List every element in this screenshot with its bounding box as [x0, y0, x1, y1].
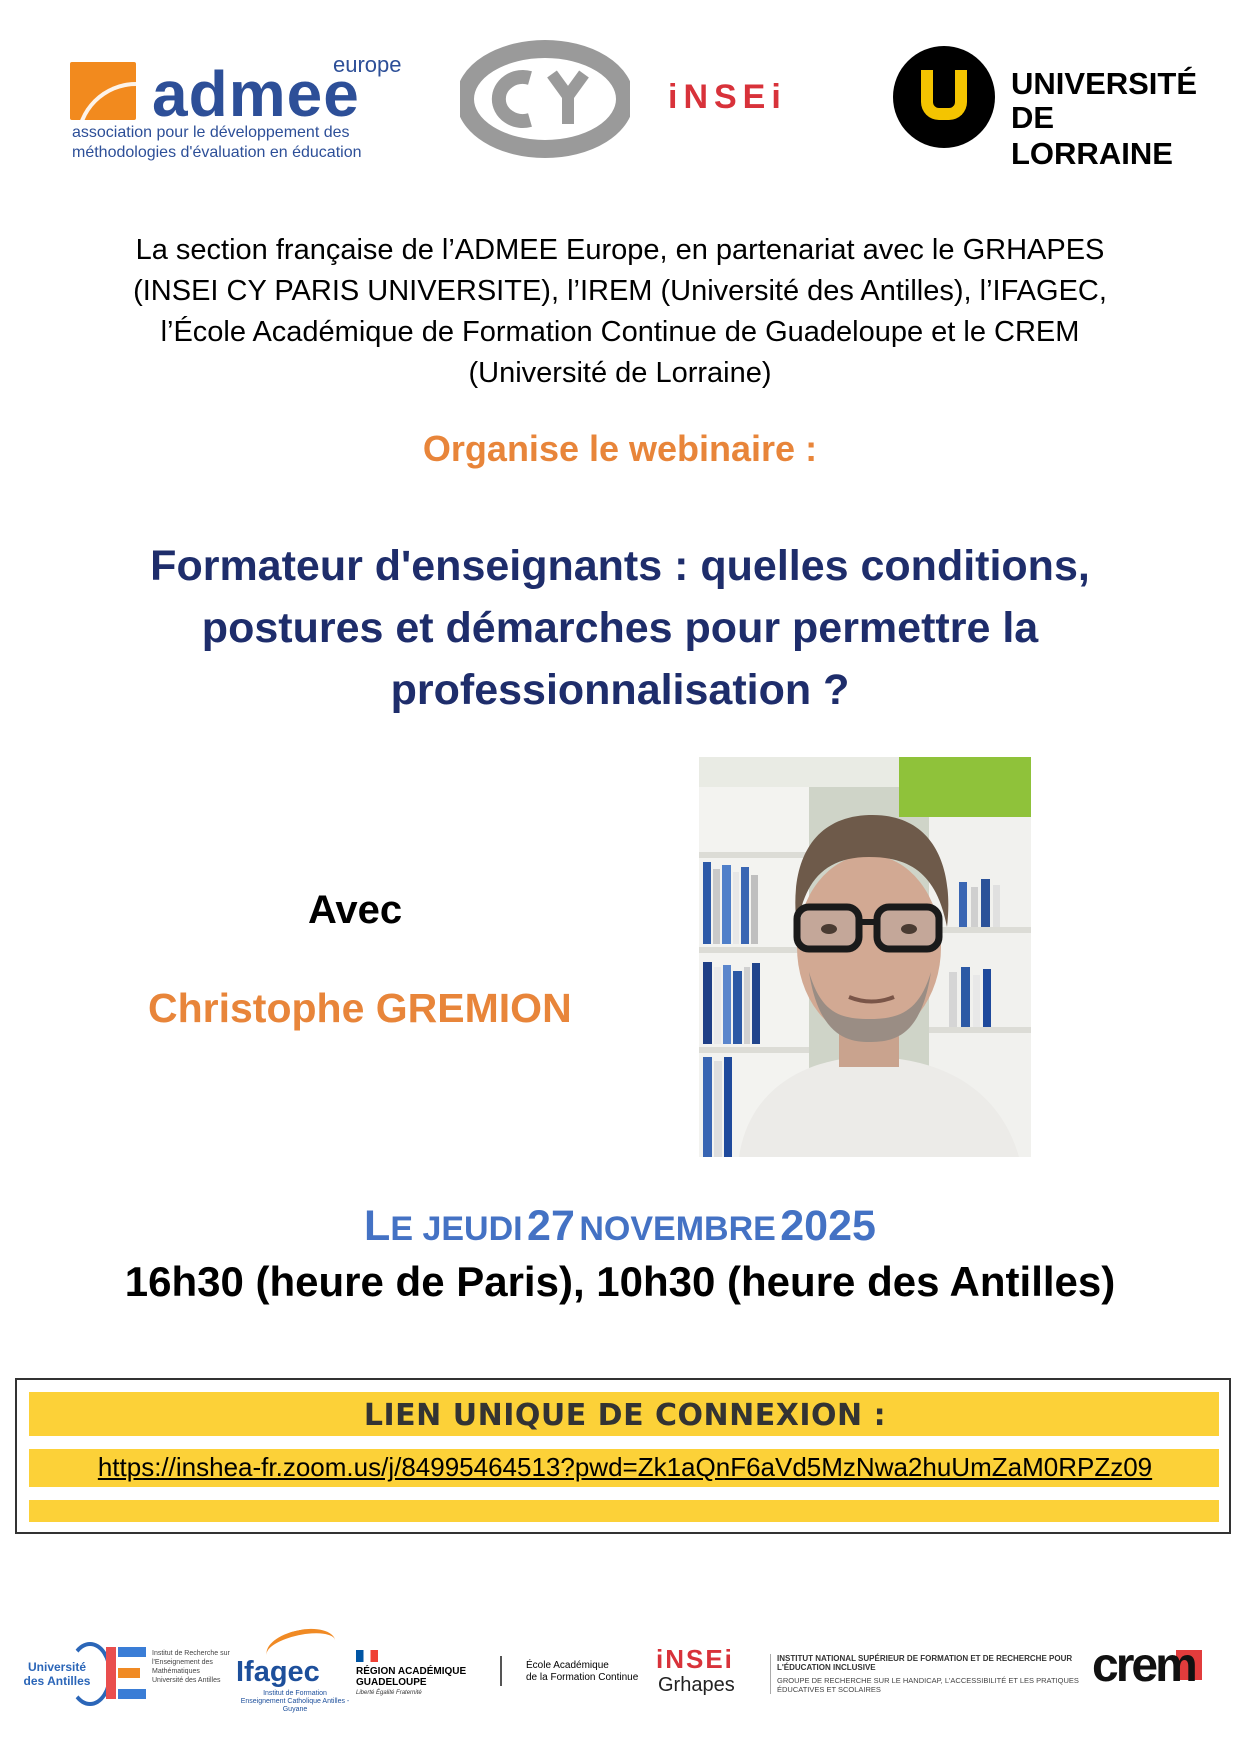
irem-mark-icon: [106, 1647, 146, 1699]
intro-paragraph: [40, 230, 1200, 394]
intro-line: (Université de Lorraine): [468, 357, 772, 389]
universite-lorraine-logo: [893, 46, 1203, 171]
event-time: 16h30 (heure de Paris), 10h30 (heure des Antilles): [124, 1258, 1116, 1305]
region-line1: RÉGION ACADÉMIQUE: [356, 1666, 467, 1677]
date-weekday: E JEUDI: [390, 1210, 523, 1248]
speaker-name: Christophe GREMION: [148, 985, 572, 1031]
footer-divider: [500, 1656, 502, 1686]
admee-europe-label: europe: [333, 52, 402, 77]
insei-grhapes-logo: [656, 1644, 748, 1704]
ua-line2: des Antilles: [23, 1674, 91, 1688]
irem-text: Institut de Recherche sur l'Enseignement des Mathématiques Université des Antilles: [152, 1650, 230, 1684]
crem-logo: [1092, 1639, 1222, 1706]
inshea-logo: [770, 1654, 1097, 1694]
ifagec-name: Ifagec: [236, 1656, 320, 1688]
ul-line1: UNIVERSITÉ: [1011, 66, 1198, 101]
insei-line1: iNSEi: [656, 1644, 734, 1674]
title-line: Formateur d'enseignants : quelles conditions,: [150, 542, 1090, 590]
ua-line1: Université: [27, 1660, 87, 1674]
insei-line2: Grhapes: [658, 1674, 735, 1696]
cy-logo-icon: [460, 40, 630, 158]
admee-name: admee: [152, 58, 360, 130]
date-month: NOVEMBRE: [579, 1210, 776, 1248]
eafc-logo: [526, 1660, 638, 1684]
region-academique-logo: [356, 1650, 486, 1706]
highlight-bar: [29, 1500, 1219, 1522]
marianne-flag-icon: [356, 1650, 378, 1662]
intro-line: La section française de l’ADMEE Europe, en partenariat avec le GRHAPES: [135, 234, 1105, 266]
inshea-line2: GROUPE DE RECHERCHE SUR LE HANDICAP, L'ACCESSIBILITÉ ET LES PRATIQUES ÉDUCATIVES ET SCOLAIRES: [777, 1676, 1079, 1694]
connection-box: [15, 1378, 1231, 1534]
title-line: professionnalisation ?: [390, 666, 850, 714]
eafc-line1: École Académique: [526, 1660, 609, 1671]
intro-line: l’École Académique de Formation Continue de Guadeloupe et le CREM: [160, 316, 1080, 348]
speaker-intro: Avec: [308, 888, 403, 932]
webinar-title: [40, 535, 1200, 721]
admee-logo: [68, 52, 418, 170]
eafc-line2: de la Formation Continue: [526, 1672, 639, 1683]
universite-antilles-logo: [22, 1642, 104, 1706]
ifagec-logo: [236, 1628, 350, 1713]
ifagec-sub: Institut de Formation Enseignement Catholique Antilles - Guyane: [240, 1690, 350, 1713]
title-line: postures et démarches pour permettre la: [201, 604, 1039, 652]
irem-logo: [106, 1645, 230, 1705]
region-motto: Liberté Égalité Fraternité: [356, 1690, 422, 1696]
date-day: 27: [527, 1202, 575, 1250]
zoom-link[interactable]: https://inshea-fr.zoom.us/j/84995464513?pwd=Zk1aQnF6aVd5MzNwa2huUmZaM0RPZz09: [97, 1452, 1153, 1482]
ul-mark-icon: [893, 46, 995, 148]
date-le: L: [364, 1202, 391, 1250]
event-date: [0, 1202, 1240, 1251]
admee-mark-icon: [70, 62, 136, 120]
connection-label: LIEN UNIQUE DE CONNEXION :: [363, 1398, 887, 1433]
admee-tagline-2: méthodologies d'évaluation en éducation: [72, 144, 362, 161]
date-year: 2025: [780, 1202, 876, 1250]
crem-name: crem: [1092, 1639, 1195, 1692]
insei-logo: iNSEi: [668, 78, 787, 116]
speaker-photo: [699, 757, 1031, 1157]
admee-tagline-1: association pour le développement des: [72, 124, 350, 141]
inshea-line1: INSTITUT NATIONAL SUPÉRIEUR DE FORMATION ET DE RECHERCHE POUR L'ÉDUCATION INCLUSIVE: [777, 1654, 1073, 1672]
ul-line2: DE LORRAINE: [1011, 100, 1173, 171]
subtitle: Organise le webinaire :: [422, 428, 818, 469]
intro-line: (INSEI CY PARIS UNIVERSITE), l’IREM (Université des Antilles), l’IFAGEC,: [133, 275, 1107, 307]
region-line2: GUADELOUPE: [356, 1677, 427, 1688]
